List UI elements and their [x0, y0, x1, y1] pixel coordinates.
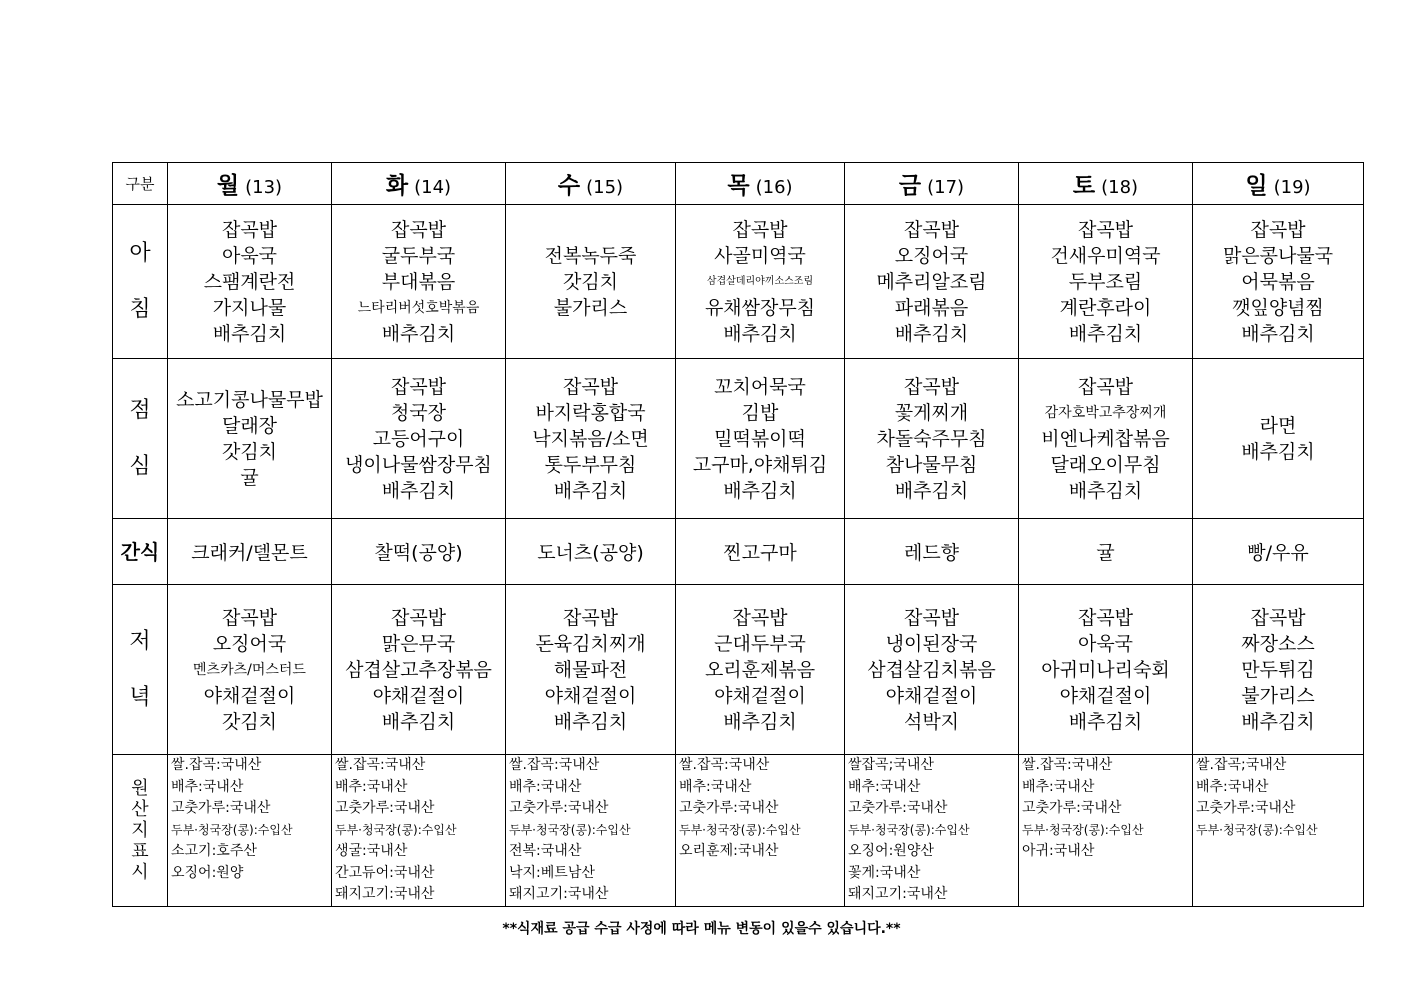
day-name: 수	[557, 173, 581, 199]
menu-item: 배추김치	[381, 710, 456, 733]
breakfast-cell-thu	[676, 205, 845, 359]
menu-item: 잡곡밥	[221, 218, 278, 241]
menu-item: 잡곡밥	[390, 375, 447, 398]
origin-item: 고춧가루:국내산	[679, 800, 779, 816]
dinner-row	[113, 585, 1364, 755]
menu-item: 잡곡밥	[1250, 218, 1306, 241]
origin-item: 두부·청국장(콩):수입산	[1022, 822, 1144, 837]
menu-item: 석박지	[903, 710, 960, 733]
breakfast-row	[113, 205, 1364, 359]
menu-item: 귤	[240, 466, 259, 489]
menu-item: 잡곡밥	[221, 606, 278, 629]
lunch-cell-sun	[1193, 359, 1364, 519]
breakfast-cell-sat	[1019, 205, 1193, 359]
row-label-char: 지	[131, 819, 149, 841]
menu-item: 건새우미역국	[1050, 244, 1161, 267]
menu-item: 잡곡밥	[1250, 606, 1306, 629]
menu-item: 사골미역국	[714, 244, 806, 267]
day-name: 금	[898, 173, 922, 199]
day-date: (16)	[755, 177, 793, 198]
menu-item: 배추김치	[723, 322, 797, 345]
origin-item: 고춧가루:국내산	[171, 800, 271, 816]
origin-item: 전복:국내산	[509, 843, 582, 859]
day-name: 화	[385, 173, 409, 199]
origin-item: 쌀.잡곡;국내산	[1196, 757, 1287, 773]
menu-item: 잡곡밥	[390, 606, 447, 629]
origin-cell-tue	[332, 755, 506, 907]
menu-item: 차돌숙주무침	[876, 427, 987, 450]
menu-item: 잡곡밥	[390, 218, 447, 241]
origin-cell-wed	[506, 755, 676, 907]
menu-item: 야채겉절이	[372, 684, 465, 707]
menu-item: 오징어국	[212, 632, 287, 655]
menu-item: 배추김치	[553, 479, 628, 502]
origin-item: 고춧가루:국내산	[848, 800, 948, 816]
origin-item: 오징어:원양산	[848, 843, 934, 859]
dinner-cell-tue	[332, 585, 506, 755]
dinner-cell-fri	[845, 585, 1019, 755]
row-label-char: 녁	[129, 684, 151, 710]
origin-cell-mon	[168, 755, 332, 907]
origin-item: 소고기:호주산	[171, 843, 257, 859]
menu-item: 야채겉절이	[885, 684, 978, 707]
menu-item: 맑은콩나물국	[1222, 244, 1334, 267]
breakfast-cell-fri	[845, 205, 1019, 359]
origin-item: 배추:국내산	[1196, 778, 1269, 795]
dinner-cell-wed	[506, 585, 676, 755]
dinner-cell-thu	[676, 585, 845, 755]
day-header-tue	[332, 163, 506, 205]
menu-item: 두부조림	[1068, 270, 1143, 293]
dinner-cell-mon	[168, 585, 332, 755]
menu-item: 배추김치	[894, 322, 969, 345]
menu-item: 갓김치	[221, 440, 278, 463]
snack-cell-fri: 레드향	[845, 519, 1019, 585]
menu-item: 고등어구이	[372, 427, 465, 450]
menu-item: 김밥	[741, 401, 779, 424]
origin-item: 배추:국내산	[1022, 778, 1095, 795]
origin-item: 돼지고기:국내산	[335, 886, 435, 902]
origin-item: 쌀.잡곡:국내산	[509, 757, 600, 773]
origin-item: 배추:국내산	[509, 778, 582, 795]
menu-item: 가지나물	[212, 296, 287, 319]
menu-item: 느타리버섯호박볶음	[357, 299, 480, 316]
menu-item: 잡곡밥	[562, 606, 619, 629]
menu-item: 감자호박고추장찌개	[1044, 404, 1167, 421]
origin-cell-sun	[1193, 755, 1364, 907]
day-name: 월	[216, 173, 240, 199]
origin-item: 두부·청국장(콩):수입산	[679, 822, 801, 837]
menu-item: 배추김치	[1241, 440, 1315, 463]
origin-item: 쌀잡곡;국내산	[848, 757, 934, 773]
menu-item: 잡곡밥	[562, 375, 619, 398]
menu-item: 파래볶음	[894, 296, 969, 319]
menu-item: 야채겉절이	[544, 684, 637, 707]
origin-item: 아귀:국내산	[1022, 843, 1095, 859]
day-header-wed	[506, 163, 676, 205]
breakfast-cell-mon	[168, 205, 332, 359]
menu-item: 맑은무국	[381, 632, 456, 655]
row-label-char: 아	[129, 240, 151, 266]
menu-item: 잡곡밥	[1077, 375, 1134, 398]
menu-item: 계란후라이	[1059, 296, 1152, 319]
menu-item: 소고기콩나물무밥	[176, 388, 323, 411]
menu-item: 배추김치	[894, 479, 969, 502]
origin-item: 고춧가루:국내산	[1196, 800, 1296, 816]
menu-item: 유채쌈장무침	[704, 296, 816, 319]
menu-item: 야채겉절이	[714, 684, 806, 707]
row-label-char: 침	[129, 296, 151, 322]
menu-item: 잡곡밥	[903, 375, 960, 398]
lunch-cell-thu	[676, 359, 845, 519]
menu-item: 배추김치	[723, 479, 797, 502]
menu-item: 잡곡밥	[903, 218, 960, 241]
breakfast-cell-sun	[1193, 205, 1364, 359]
row-label-char: 산	[131, 798, 149, 820]
menu-item: 배추김치	[1068, 322, 1143, 345]
menu-item: 아욱국	[1077, 632, 1134, 655]
menu-item: 라면	[1259, 414, 1297, 437]
row-label-char: 원	[131, 777, 149, 799]
origin-cell-fri	[845, 755, 1019, 907]
row-label-dinner	[113, 585, 168, 755]
breakfast-cell-tue	[332, 205, 506, 359]
menu-item: 배추김치	[723, 710, 797, 733]
menu-item: 야채겉절이	[203, 684, 296, 707]
menu-item: 삼겹살김치볶음	[867, 658, 996, 681]
menu-item: 굴두부국	[381, 244, 456, 267]
menu-item: 메추리알조림	[876, 270, 987, 293]
snack-cell-tue: 찰떡(공양)	[332, 519, 506, 585]
menu-item: 배추김치	[553, 710, 628, 733]
menu-item: 밀떡볶이떡	[714, 427, 806, 450]
menu-item: 톳두부무침	[544, 453, 637, 476]
day-name: 목	[727, 173, 750, 199]
origin-item: 돼지고기:국내산	[848, 886, 948, 902]
day-name: 일	[1245, 173, 1268, 199]
origin-cell-sat	[1019, 755, 1193, 907]
menu-item: 부대볶음	[381, 270, 456, 293]
menu-item: 배추김치	[381, 322, 456, 345]
origin-item: 쌀.잡곡:국내산	[171, 757, 262, 773]
menu-item: 배추김치	[1068, 479, 1143, 502]
origin-item: 돼지고기:국내산	[509, 886, 609, 902]
row-label-snack: 간식	[113, 519, 168, 585]
snack-cell-wed: 도너츠(공양)	[506, 519, 676, 585]
menu-item: 삼겹살고추장볶음	[345, 658, 492, 681]
menu-item: 깻잎양념찜	[1232, 296, 1324, 319]
menu-item: 아욱국	[221, 244, 278, 267]
origin-item: 낙지:베트남산	[509, 864, 595, 881]
menu-item: 청국장	[390, 401, 447, 424]
day-date: (13)	[245, 177, 283, 198]
day-date: (15)	[586, 177, 624, 198]
menu-item: 해물파전	[553, 658, 628, 681]
menu-item: 낙지볶음/소면	[532, 427, 649, 450]
menu-item: 근대두부국	[714, 632, 806, 655]
day-date: (18)	[1101, 177, 1139, 198]
lunch-cell-wed	[506, 359, 676, 519]
weekly-menu-table	[112, 162, 1364, 907]
menu-item: 잡곡밥	[732, 218, 788, 241]
menu-item: 배추김치	[1241, 322, 1315, 345]
lunch-cell-tue	[332, 359, 506, 519]
day-date: (14)	[414, 177, 452, 198]
menu-item: 고구마,야채튀김	[692, 453, 828, 476]
menu-item: 잡곡밥	[903, 606, 960, 629]
menu-item: 달래오이무침	[1050, 453, 1161, 476]
day-name: 토	[1072, 173, 1096, 199]
origin-item: 쌀.잡곡:국내산	[1022, 757, 1113, 773]
breakfast-cell-wed	[506, 205, 676, 359]
menu-item: 잡곡밥	[1077, 606, 1134, 629]
origin-item: 쌀.잡곡:국내산	[335, 757, 426, 773]
origin-item: 배추:국내산	[848, 778, 921, 795]
menu-item: 짜장소스	[1241, 632, 1315, 655]
origin-item: 배추:국내산	[679, 778, 752, 795]
menu-item: 배추김치	[212, 322, 287, 345]
day-header-fri	[845, 163, 1019, 205]
row-label-char: 시	[131, 861, 149, 883]
row-label-char: 점	[129, 397, 151, 423]
row-label-origin	[113, 755, 168, 907]
menu-item: 잡곡밥	[732, 606, 788, 629]
menu-item: 오리훈제볶음	[704, 658, 816, 681]
dinner-cell-sun	[1193, 585, 1364, 755]
origin-item: 두부·청국장(콩):수입산	[171, 822, 293, 837]
origin-item: 고춧가루:국내산	[335, 800, 435, 816]
snack-cell-mon: 크래커/델몬트	[168, 519, 332, 585]
menu-item: 배추김치	[1068, 710, 1143, 733]
day-date: (17)	[927, 177, 965, 198]
menu-item: 꼬치어묵국	[714, 375, 806, 398]
menu-item: 잡곡밥	[1077, 218, 1134, 241]
header-row	[113, 163, 1364, 205]
origin-item: 생굴:국내산	[335, 843, 408, 859]
row-label-char: 표	[131, 840, 149, 862]
origin-item: 꽃게:국내산	[848, 864, 921, 881]
menu-item: 냉이된장국	[885, 632, 978, 655]
day-header-sat	[1019, 163, 1193, 205]
menu-item: 어묵볶음	[1241, 270, 1315, 293]
menu-item: 삼겹살데리야끼소스조림	[706, 275, 814, 287]
day-header-mon	[168, 163, 332, 205]
menu-item: 불가리스	[1241, 684, 1315, 707]
menu-item: 스팸계란전	[203, 270, 296, 293]
menu-item: 전복녹두죽	[544, 244, 637, 267]
menu-item: 배추김치	[1241, 710, 1315, 733]
menu-item: 멘츠카츠/머스터드	[193, 661, 306, 678]
snack-cell-sun: 빵/우유	[1193, 519, 1364, 585]
row-label-char: 저	[129, 628, 151, 654]
origin-item: 두부·청국장(콩):수입산	[509, 822, 631, 837]
origin-item: 고춧가루:국내산	[1022, 800, 1122, 816]
snack-row	[113, 519, 1364, 585]
menu-item: 꽃게찌개	[894, 401, 969, 424]
menu-item: 야채겉절이	[1059, 684, 1152, 707]
origin-item: 두부·청국장(콩):수입산	[335, 822, 457, 837]
origin-item: 배추:국내산	[335, 778, 408, 795]
origin-item: 간고듀어:국내산	[335, 864, 435, 881]
lunch-cell-fri	[845, 359, 1019, 519]
origin-row	[113, 755, 1364, 907]
lunch-cell-mon	[168, 359, 332, 519]
menu-item: 냉이나물쌈장무침	[345, 453, 492, 476]
day-date: (19)	[1273, 177, 1311, 198]
origin-item: 두부·청국장(콩):수입산	[848, 822, 970, 837]
menu-item: 아귀미나리숙회	[1041, 658, 1170, 681]
day-header-sun	[1193, 163, 1364, 205]
snack-cell-sat: 귤	[1019, 519, 1193, 585]
origin-item: 두부·청국장(콩):수입산	[1196, 822, 1318, 837]
menu-item: 참나물무침	[885, 453, 978, 476]
menu-change-notice: **식재료 공급 수급 사정에 따라 메뉴 변동이 있을수 있습니다.**	[502, 921, 901, 937]
day-header-thu	[676, 163, 845, 205]
row-label-lunch	[113, 359, 168, 519]
dinner-cell-sat	[1019, 585, 1193, 755]
origin-item: 오징어:원양	[171, 864, 244, 881]
category-header: 구분	[113, 163, 168, 205]
menu-item: 만두튀김	[1241, 658, 1315, 681]
menu-item: 갓김치	[562, 270, 619, 293]
origin-item: 오리훈제:국내산	[679, 843, 779, 859]
menu-item: 오징어국	[894, 244, 969, 267]
row-label-breakfast	[113, 205, 168, 359]
row-label-char: 심	[129, 453, 151, 479]
menu-item: 불가리스	[553, 296, 628, 319]
menu-item: 비엔나케찹볶음	[1041, 427, 1170, 450]
lunch-cell-sat	[1019, 359, 1193, 519]
lunch-row	[113, 359, 1364, 519]
origin-cell-thu	[676, 755, 845, 907]
origin-item: 고춧가루:국내산	[509, 800, 609, 816]
menu-item: 바지락홍합국	[535, 401, 646, 424]
menu-item: 갓김치	[221, 710, 278, 733]
origin-item: 쌀.잡곡:국내산	[679, 757, 770, 773]
menu-item: 돈육김치찌개	[535, 632, 646, 655]
menu-item: 달래장	[221, 414, 278, 437]
origin-item: 배추:국내산	[171, 778, 244, 795]
menu-item: 배추김치	[381, 479, 456, 502]
snack-cell-thu: 찐고구마	[676, 519, 845, 585]
